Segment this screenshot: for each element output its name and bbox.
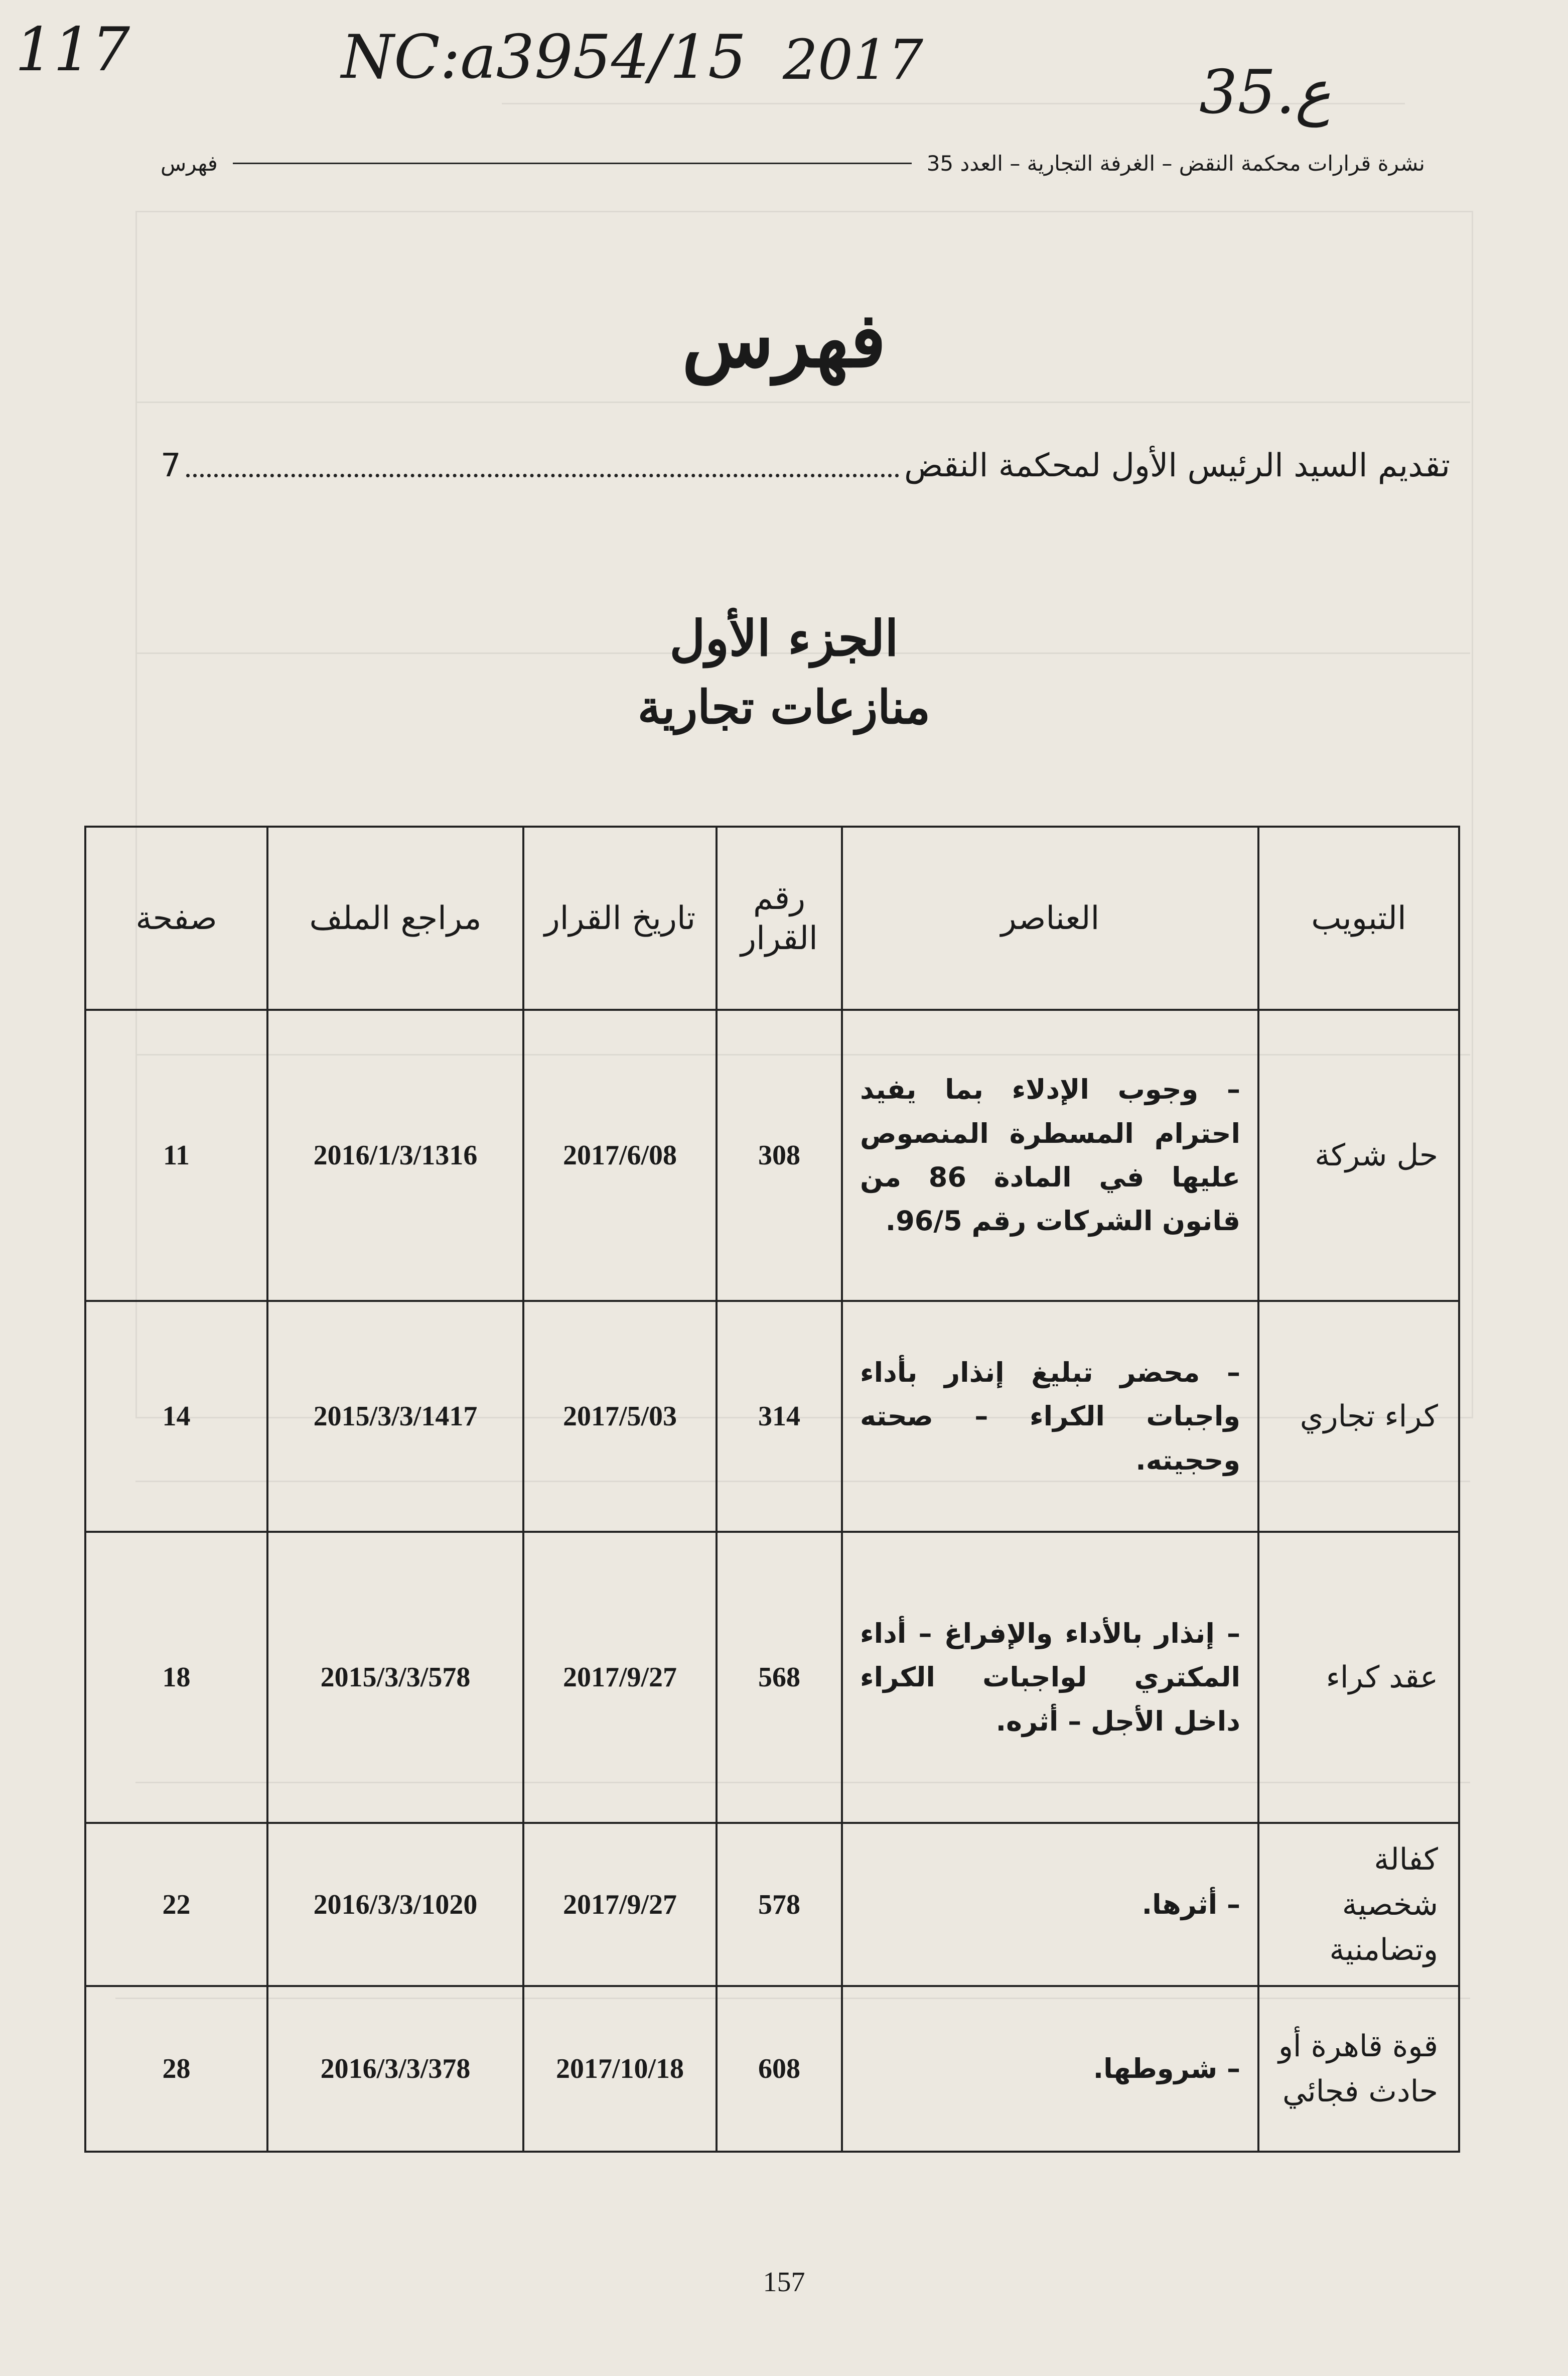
cell-decision-number: 308 (717, 1010, 842, 1301)
cell-file-reference: 2016/3/3/1020 (267, 1823, 523, 1986)
intro-entry-page: 7 (161, 447, 181, 484)
dot-leader (186, 474, 899, 477)
cell-elements: – إنذار بالأداء والإفراغ – أداء المكتري لواجبات الكراء داخل الأجل – أثره. (842, 1532, 1258, 1823)
cell-decision-date: 2017/5/03 (523, 1301, 717, 1532)
running-header-section: فهرس (161, 151, 218, 176)
cell-category: عقد كراء (1258, 1532, 1459, 1823)
cell-elements: – محضر تبليغ إنذار بأداء واجبات الكراء – صحته وحجيته. (842, 1301, 1258, 1532)
header-file-reference: مراجع الملف (267, 827, 523, 1010)
running-header-title: نشرة قرارات محكمة النقض – الغرفة التجارية – العدد 35 (926, 151, 1425, 176)
running-header (161, 148, 1425, 178)
cell-elements: – أثرها. (842, 1823, 1258, 1986)
page-number: 157 (763, 2267, 805, 2298)
header-page: صفحة (85, 827, 267, 1010)
table-row (85, 1532, 1459, 1823)
cell-page: 11 (85, 1010, 267, 1301)
table-row (85, 1301, 1459, 1532)
cell-category: كفالة شخصية وتضامنية (1258, 1823, 1459, 1986)
table-header-row (85, 827, 1459, 1010)
cell-page: 14 (85, 1301, 267, 1532)
handwritten-year: 2017 (783, 28, 923, 92)
part-title: الجزء الأول (669, 610, 899, 668)
index-table (84, 826, 1460, 2153)
header-rule (233, 163, 912, 164)
header-decision-number: رقم القرار (717, 827, 842, 1010)
header-category: التبويب (1258, 827, 1459, 1010)
cell-file-reference: 2016/3/3/378 (267, 1986, 523, 2152)
cell-decision-number: 314 (717, 1301, 842, 1532)
intro-entry (161, 444, 1450, 484)
cell-elements: – وجوب الإدلاء بما يفيد احترام المسطرة المنصوص عليها في المادة 86 من قانون الشركات رقم 96/5. (842, 1010, 1258, 1301)
cell-page: 28 (85, 1986, 267, 2152)
header-decision-date: تاريخ القرار (523, 827, 717, 1010)
header-elements: العناصر (842, 827, 1258, 1010)
table-row (85, 1823, 1459, 1986)
cell-category: حل شركة (1258, 1010, 1459, 1301)
cell-category: كراء تجاري (1258, 1301, 1459, 1532)
cell-decision-number: 578 (717, 1823, 842, 1986)
page-title: فهرس (682, 296, 886, 384)
cell-category: قوة قاهرة أو حادث فجائي (1258, 1986, 1459, 2152)
cell-page: 22 (85, 1823, 267, 1986)
cell-file-reference: 2015/3/3/1417 (267, 1301, 523, 1532)
table-row (85, 1010, 1459, 1301)
cell-decision-date: 2017/9/27 (523, 1532, 717, 1823)
table-row (85, 1986, 1459, 2152)
handwritten-folio-number: 117 (15, 15, 130, 85)
cell-decision-date: 2017/6/08 (523, 1010, 717, 1301)
cell-decision-number: 568 (717, 1532, 842, 1823)
cell-page: 18 (85, 1532, 267, 1823)
cell-decision-number: 608 (717, 1986, 842, 2152)
intro-entry-text: تقديم السيد الرئيس الأول لمحكمة النقض (904, 447, 1450, 484)
handwritten-catalog-code: NC:a3954/15 (341, 23, 747, 92)
cell-decision-date: 2017/10/18 (523, 1986, 717, 2152)
section-title: منازعات تجارية (637, 680, 931, 734)
cell-file-reference: 2015/3/3/578 (267, 1532, 523, 1823)
handwritten-issue-mark: 35.ع (1199, 58, 1331, 127)
cell-decision-date: 2017/9/27 (523, 1823, 717, 1986)
cell-elements: – شروطها. (842, 1986, 1258, 2152)
cell-file-reference: 2016/1/3/1316 (267, 1010, 523, 1301)
